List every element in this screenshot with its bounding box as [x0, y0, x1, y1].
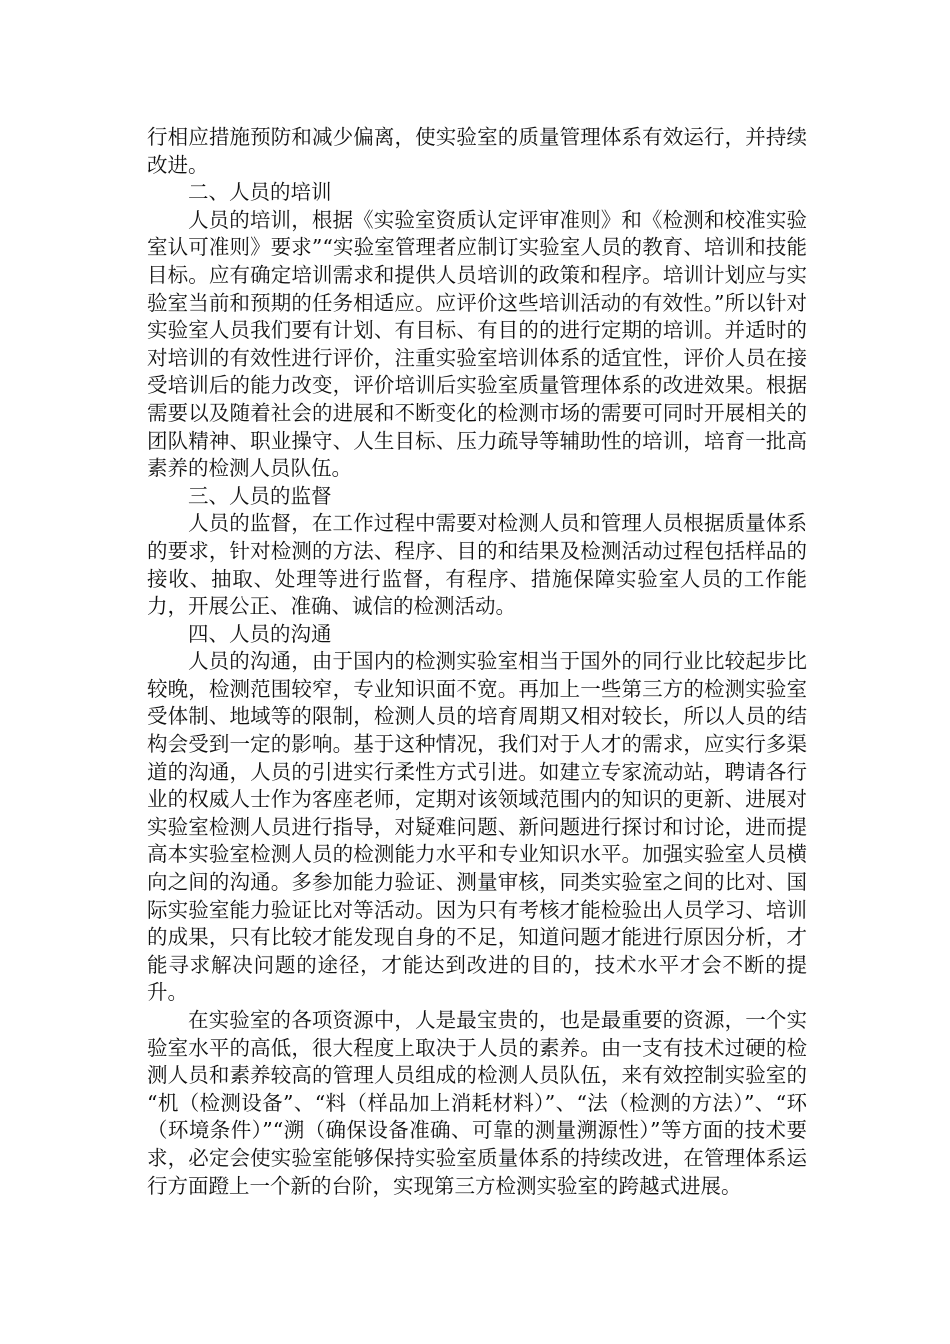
- paragraph-conclusion: 在实验室的各项资源中，人是最宝贵的，也是最重要的资源，一个实验室水平的高低，很大程度上取决于人员的素养。由一支有技术过硬的检测人员和素养较高的管理人员组成的检测人员队伍，来有效控制实验室的 “机（检测设备”、“料（样品加上消耗材料）”、“法（检测的方法）”、“环（环境条件）”“溯（确保设备准确、可靠的测量溯源性）”等方面的技术要求，必定会使实验室能够保持实验室质量体系的持续改进，在管理体系运行方面蹬上一个新的台阶，实现第三方检测实验室的跨越式进展。: [147, 1008, 807, 1198]
- section-heading-communication: 四、人员的沟通: [188, 621, 332, 646]
- paragraph-training: 人员的培训，根据《实验室资质认定评审准则》和《检测和校准实验室认可准则》要求”“实验室管理者应制订实验室人员的教育、培训和技能目标。应有确定培训需求和提供人员培训的政策和程序。培训计划应与实验室当前和预期的任务相适应。应评价这些培训活动的有效性。”所以针对实验室人员我们要有计划、有目标、有目的的进行定期的培训。并适时的对培训的有效性进行评价，注重实验室培训体系的适宜性，评价人员在接受培训后的能力改变，评价培训后实验室质量管理体系的改进效果。根据需要以及随着社会的进展和不断变化的检测市场的需要可同时开展相关的团队精神、职业操守、人生目标、压力疏导等辅助性的培训，培育一批高素养的检测人员队伍。: [147, 207, 807, 481]
- paragraph-supervision: 人员的监督，在工作过程中需要对检测人员和管理人员根据质量体系的要求，针对检测的方法、程序、目的和结果及检测活动过程包括样品的接收、抽取、处理等进行监督，有程序、措施保障实验室人员的工作能力，开展公正、准确、诚信的检测活动。: [147, 511, 807, 619]
- paragraph-communication: 人员的沟通，由于国内的检测实验室相当于国外的同行业比较起步比较晚，检测范围较窄，专业知识面不宽。再加上一些第三方的检测实验室受体制、地域等的限制，检测人员的培育周期又相对较长，所以人员的结构会受到一定的影响。基于这种情况，我们对于人才的需求，应实行多渠道的沟通，人员的引进实行柔性方式引进。如建立专家流动站，聘请各行业的权威人士作为客座老师，定期对该领域范围内的知识的更新、进展对实验室检测人员进行指导，对疑难问题、新问题进行探讨和讨论，进而提高本实验室检测人员的检测能力水平和专业知识水平。加强实验室人员横向之间的沟通。多参加能力验证、测量审核，同类实验室之间的比对、国际实验室能力验证比对等活动。因为只有考核才能检验出人员学习、培训的成果，只有比较才能发现自身的不足，知道问题才能进行原因分析，才能寻求解决问题的途径，才能达到改进的目的，技术水平才会不断的提升。: [147, 649, 807, 1005]
- section-heading-training: 二、人员的培训: [188, 180, 332, 205]
- document-page: [147, 124, 807, 1200]
- section-heading-supervision: 三、人员的监督: [188, 483, 332, 508]
- paragraph-continuation: 行相应措施预防和减少偏离，使实验室的质量管理体系有效运行，并持续改进。: [147, 125, 807, 177]
